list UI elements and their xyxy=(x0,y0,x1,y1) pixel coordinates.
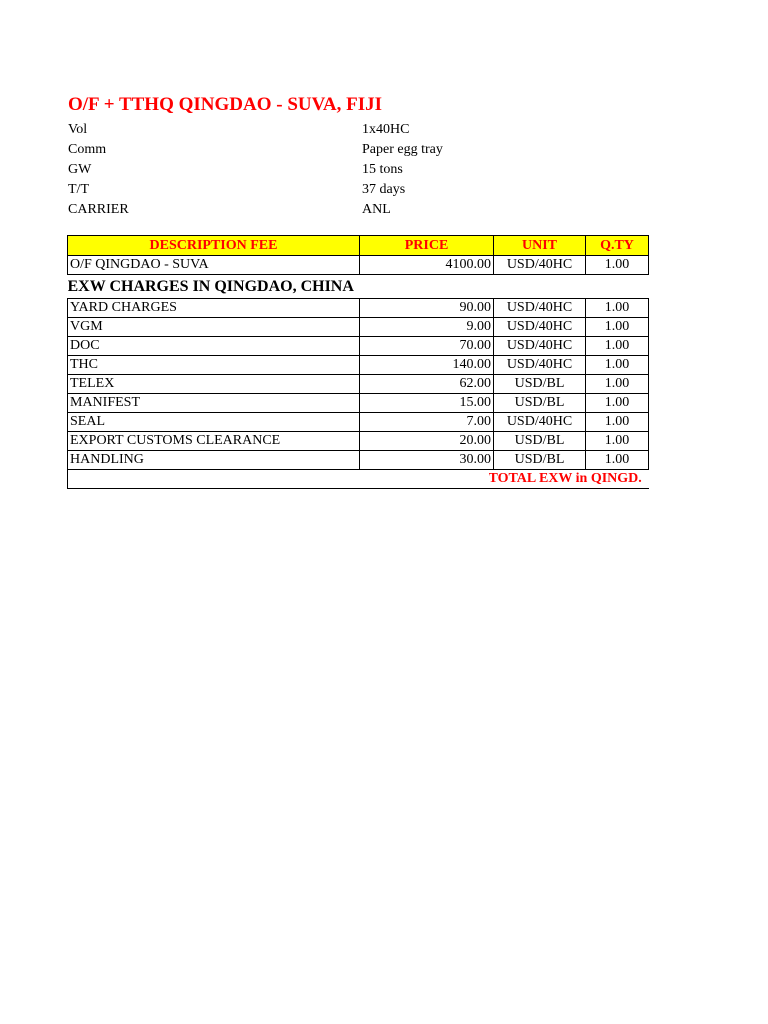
cell-unit: USD/40HC xyxy=(494,256,586,275)
cell-qty: 1.00 xyxy=(586,256,649,275)
table-row xyxy=(68,337,649,356)
info-label: T/T xyxy=(68,182,89,197)
info-value: 37 days xyxy=(362,182,406,197)
header-unit: UNIT xyxy=(494,236,586,256)
charges-sheet xyxy=(67,235,648,489)
cell-qty: 1.00 xyxy=(586,299,649,318)
cell-qty: 1.00 xyxy=(586,337,649,356)
info-value: 15 tons xyxy=(362,162,403,177)
page-title: O/F + TTHQ QINGDAO - SUVA, FIJI xyxy=(68,94,382,115)
total-row xyxy=(68,470,649,489)
table-row xyxy=(68,451,649,470)
cell-price: 20.00 xyxy=(360,432,494,451)
header-price: PRICE xyxy=(360,236,494,256)
cell-price: 30.00 xyxy=(360,451,494,470)
cell-desc: TELEX xyxy=(68,375,360,394)
info-label: Vol xyxy=(68,122,88,137)
info-value: Paper egg tray xyxy=(362,142,443,157)
cell-unit: USD/40HC xyxy=(494,299,586,318)
cell-desc: SEAL xyxy=(68,413,360,432)
info-label: CARRIER xyxy=(68,202,129,217)
cell-qty: 1.00 xyxy=(586,356,649,375)
section-row xyxy=(68,275,649,299)
cell-unit: USD/BL xyxy=(494,432,586,451)
cell-unit: USD/BL xyxy=(494,451,586,470)
cell-desc: EXPORT CUSTOMS CLEARANCE xyxy=(68,432,360,451)
info-row-comm xyxy=(68,140,468,160)
info-row-carrier xyxy=(68,200,468,220)
info-value: 1x40HC xyxy=(362,122,410,137)
info-label: Comm xyxy=(68,142,107,157)
table-row xyxy=(68,375,649,394)
cell-desc: DOC xyxy=(68,337,360,356)
cell-desc: MANIFEST xyxy=(68,394,360,413)
cell-qty: 1.00 xyxy=(586,432,649,451)
cell-desc: HANDLING xyxy=(68,451,360,470)
cell-unit: USD/BL xyxy=(494,394,586,413)
table-row xyxy=(68,394,649,413)
cell-price: 7.00 xyxy=(360,413,494,432)
cell-price: 70.00 xyxy=(360,337,494,356)
header-description: DESCRIPTION FEE xyxy=(68,236,360,256)
cell-desc: O/F QINGDAO - SUVA xyxy=(68,256,360,275)
info-row-vol xyxy=(68,120,468,140)
total-label: TOTAL EXW in QINGD. xyxy=(488,471,642,486)
cell-qty: 1.00 xyxy=(586,451,649,470)
info-label: GW xyxy=(68,162,92,177)
section-title: EXW CHARGES IN QINGDAO, CHINA xyxy=(68,275,649,299)
table-row xyxy=(68,413,649,432)
cell-qty: 1.00 xyxy=(586,318,649,337)
cell-unit: USD/40HC xyxy=(494,337,586,356)
table-row xyxy=(68,432,649,451)
cell-unit: USD/BL xyxy=(494,375,586,394)
info-row-tt xyxy=(68,180,468,200)
cell-price: 9.00 xyxy=(360,318,494,337)
cell-unit: USD/40HC xyxy=(494,413,586,432)
table-row xyxy=(68,318,649,337)
shipment-info xyxy=(68,120,468,220)
cell-desc: VGM xyxy=(68,318,360,337)
charges-table xyxy=(67,235,649,489)
cell-price: 90.00 xyxy=(360,299,494,318)
cell-desc: YARD CHARGES xyxy=(68,299,360,318)
table-header-row xyxy=(68,236,649,256)
info-value: ANL xyxy=(362,202,391,217)
freight-row xyxy=(68,256,649,275)
table-row xyxy=(68,356,649,375)
total-cell xyxy=(68,470,649,489)
cell-price: 15.00 xyxy=(360,394,494,413)
cell-price: 4100.00 xyxy=(360,256,494,275)
cell-price: 140.00 xyxy=(360,356,494,375)
info-row-gw xyxy=(68,160,468,180)
header-qty: Q.TY xyxy=(586,236,649,256)
cell-qty: 1.00 xyxy=(586,413,649,432)
cell-qty: 1.00 xyxy=(586,394,649,413)
cell-price: 62.00 xyxy=(360,375,494,394)
cell-qty: 1.00 xyxy=(586,375,649,394)
cell-unit: USD/40HC xyxy=(494,318,586,337)
cell-desc: THC xyxy=(68,356,360,375)
cell-unit: USD/40HC xyxy=(494,356,586,375)
table-row xyxy=(68,299,649,318)
